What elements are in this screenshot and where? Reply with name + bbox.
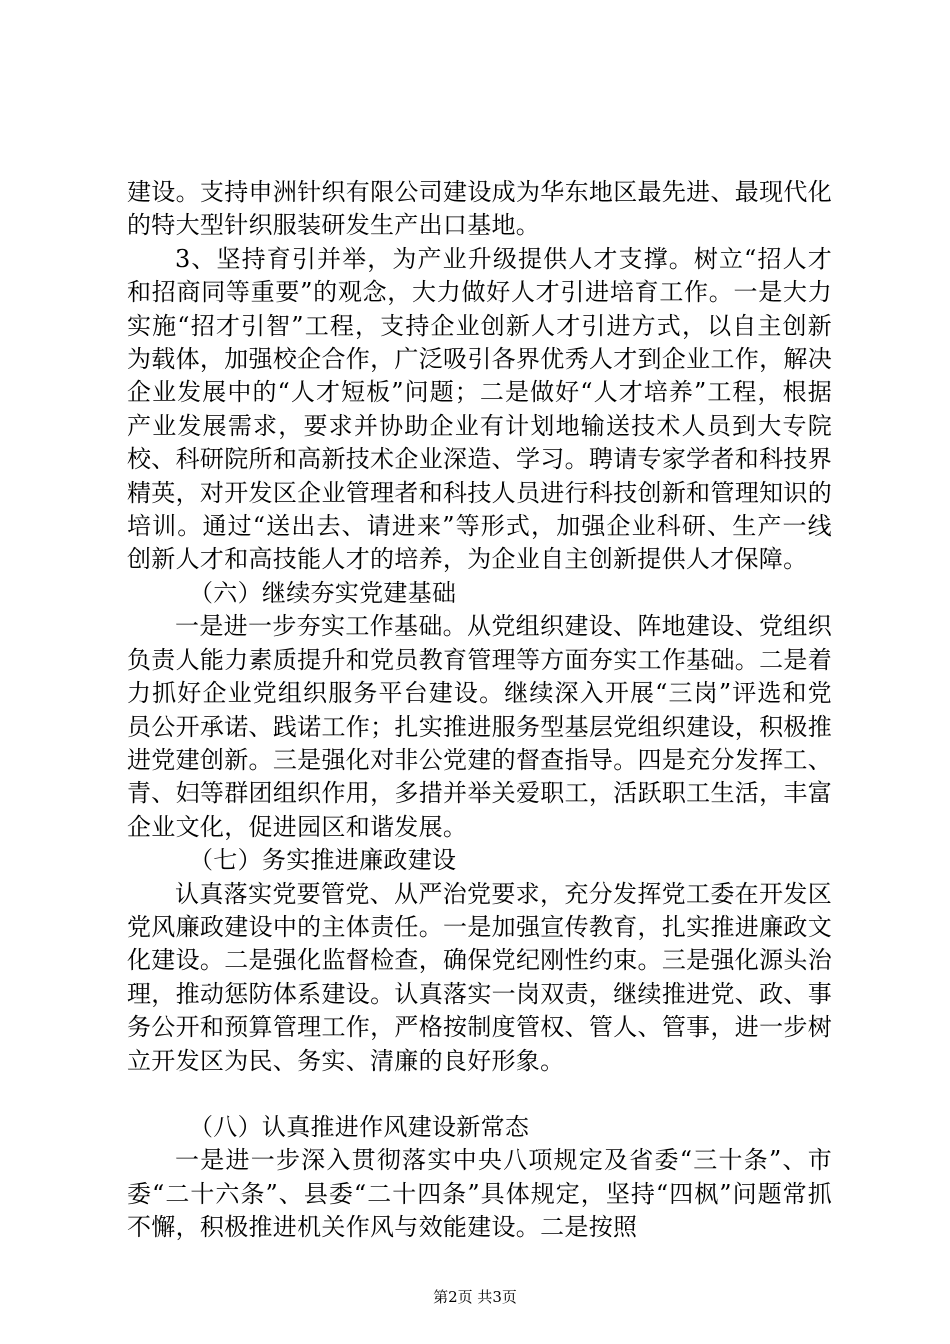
document-body bbox=[127, 176, 832, 1245]
paragraph-spacer bbox=[127, 1078, 832, 1111]
paragraph-continuation: 建设。支持申洲针织有限公司建设成为华东地区最先进、最现代化的特大型针织服装研发生产出口基地。 bbox=[127, 178, 832, 240]
section-heading-party-building: （六）继续夯实党建基础 bbox=[189, 578, 457, 607]
paragraph-party-building: 一是进一步夯实工作基础。从党组织建设、阵地建设、党组织负责人能力素质提升和党员教育管理等方面夯实工作基础。二是着力抓好企业党组织服务平台建设。继续深入开展“三岗”评选和党员公开承诺、践诺工作；扎实推进服务型基层党组织建设，积极推进党建创新。三是强化对非公党建的督查指导。四是充分发挥工、青、妇等群团组织作用，多措并举关爱职工，活跃职工生活，丰富企业文化，促进园区和谐发展。 bbox=[127, 612, 832, 841]
paragraph-talent: 3、坚持育引并举，为产业升级提供人才支撑。树立“招人才和招商同等重要”的观念，大力做好人才引进培育工作。一是大力实施“招才引智”工程，支持企业创新人才引进方式，以自主创新为载体，加强校企合作，广泛吸引各界优秀人才到企业工作，解决企业发展中的“人才短板”问题；二是做好“人才培养”工程，根据产业发展需求，要求并协助企业有计划地输送技术人员到大专院校、科研院所和高新技术企业深造、学习。聘请专家学者和科技界精英，对开发区企业管理者和科技人员进行科技创新和管理知识的培训。通过“送出去、请进来”等形式，加强企业科研、生产一线创新人才和高技能人才的培养，为企业自主创新提供人才保障。 bbox=[127, 244, 832, 574]
paragraph-work-style: 一是进一步深入贯彻落实中央八项规定及省委“三十条”、市委“二十六条”、县委“二十四条”具体规定，坚持“四枫”问题常抓不懈，积极推进机关作风与效能建设。二是按照 bbox=[127, 1146, 832, 1242]
section-heading-integrity: （七）务实推进廉政建设 bbox=[189, 846, 457, 875]
paragraph-integrity: 认真落实党要管党、从严治党要求，充分发挥党工委在开发区党风廉政建设中的主体责任。一是加强宣传教育，扎实推进廉政文化建设。二是强化监督检查，确保党纪刚性约束。三是强化源头治理，推动惩防体系建设。认真落实一岗双责，继续推进党、政、事务公开和预算管理工作，严格按制度管权、管人、管事，进一步树立开发区为民、务实、清廉的良好形象。 bbox=[127, 879, 832, 1075]
page-number-footer: 第2页 共3页 bbox=[433, 1288, 517, 1306]
section-heading-work-style: （八）认真推进作风建设新常态 bbox=[189, 1112, 530, 1141]
